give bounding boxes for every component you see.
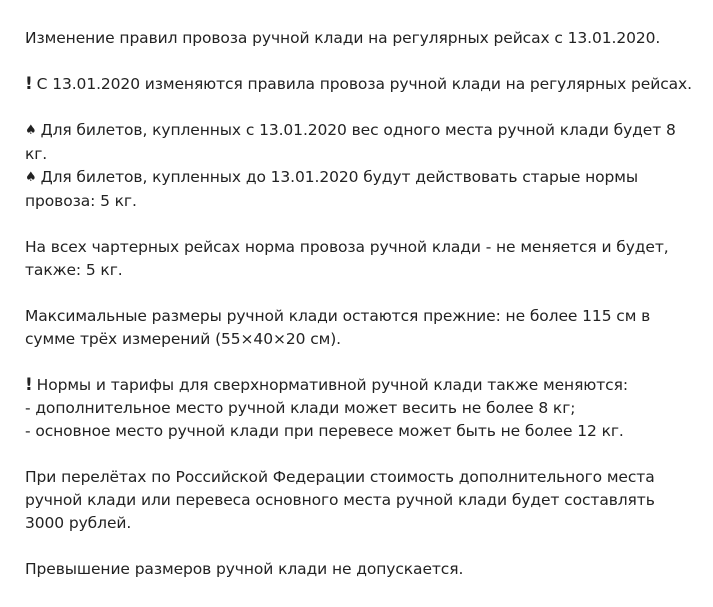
exclamation-icon: !: [25, 375, 33, 395]
size-paragraph: Максимальные размеры ручной клади остаются прежние: не более 115 см в сумме трёх измерений (55×40×20 см).: [25, 307, 651, 348]
bullet-list: [25, 119, 697, 213]
notice-heading-2: [25, 374, 697, 397]
price-paragraph: При перелётах по Российской Федерации стоимость дополнительного места ручной клади или перевеса основного места ручной клади будет составлять 3000 рублей.: [25, 468, 655, 532]
notice-text-2: Нормы и тарифы для сверхнормативной ручной клади также меняются:: [36, 376, 628, 394]
document-title: Изменение правил провоза ручной клади на регулярных рейсах с 13.01.2020.: [25, 29, 661, 47]
notice-paragraph-1: [25, 73, 697, 96]
bullet-text: Для билетов, купленных с 13.01.2020 вес одного места ручной клади будет 8 кг.: [25, 121, 676, 163]
bullet-item: [25, 119, 697, 166]
notice-item: - основное место ручной клади при перевесе может быть не более 12 кг.: [25, 422, 624, 440]
notice-paragraph-2: [25, 374, 697, 443]
spade-icon: ♠: [25, 170, 37, 185]
bullet-text: Для билетов, купленных до 13.01.2020 будут действовать старые нормы провоза: 5 кг.: [25, 168, 638, 210]
final-paragraph: Превышение размеров ручной клади не допускается.: [25, 560, 464, 578]
exclamation-icon: !: [25, 74, 33, 94]
charter-paragraph: На всех чартерных рейсах норма провоза ручной клади - не меняется и будет, также: 5 кг.: [25, 238, 669, 279]
spade-icon: ♠: [25, 123, 37, 138]
document-body: [25, 27, 697, 581]
notice-text-1: С 13.01.2020 изменяются правила провоза ручной клади на регулярных рейсах.: [36, 75, 692, 93]
notice-item: - дополнительное место ручной клади может весить не более 8 кг;: [25, 399, 576, 417]
bullet-item: [25, 166, 697, 213]
